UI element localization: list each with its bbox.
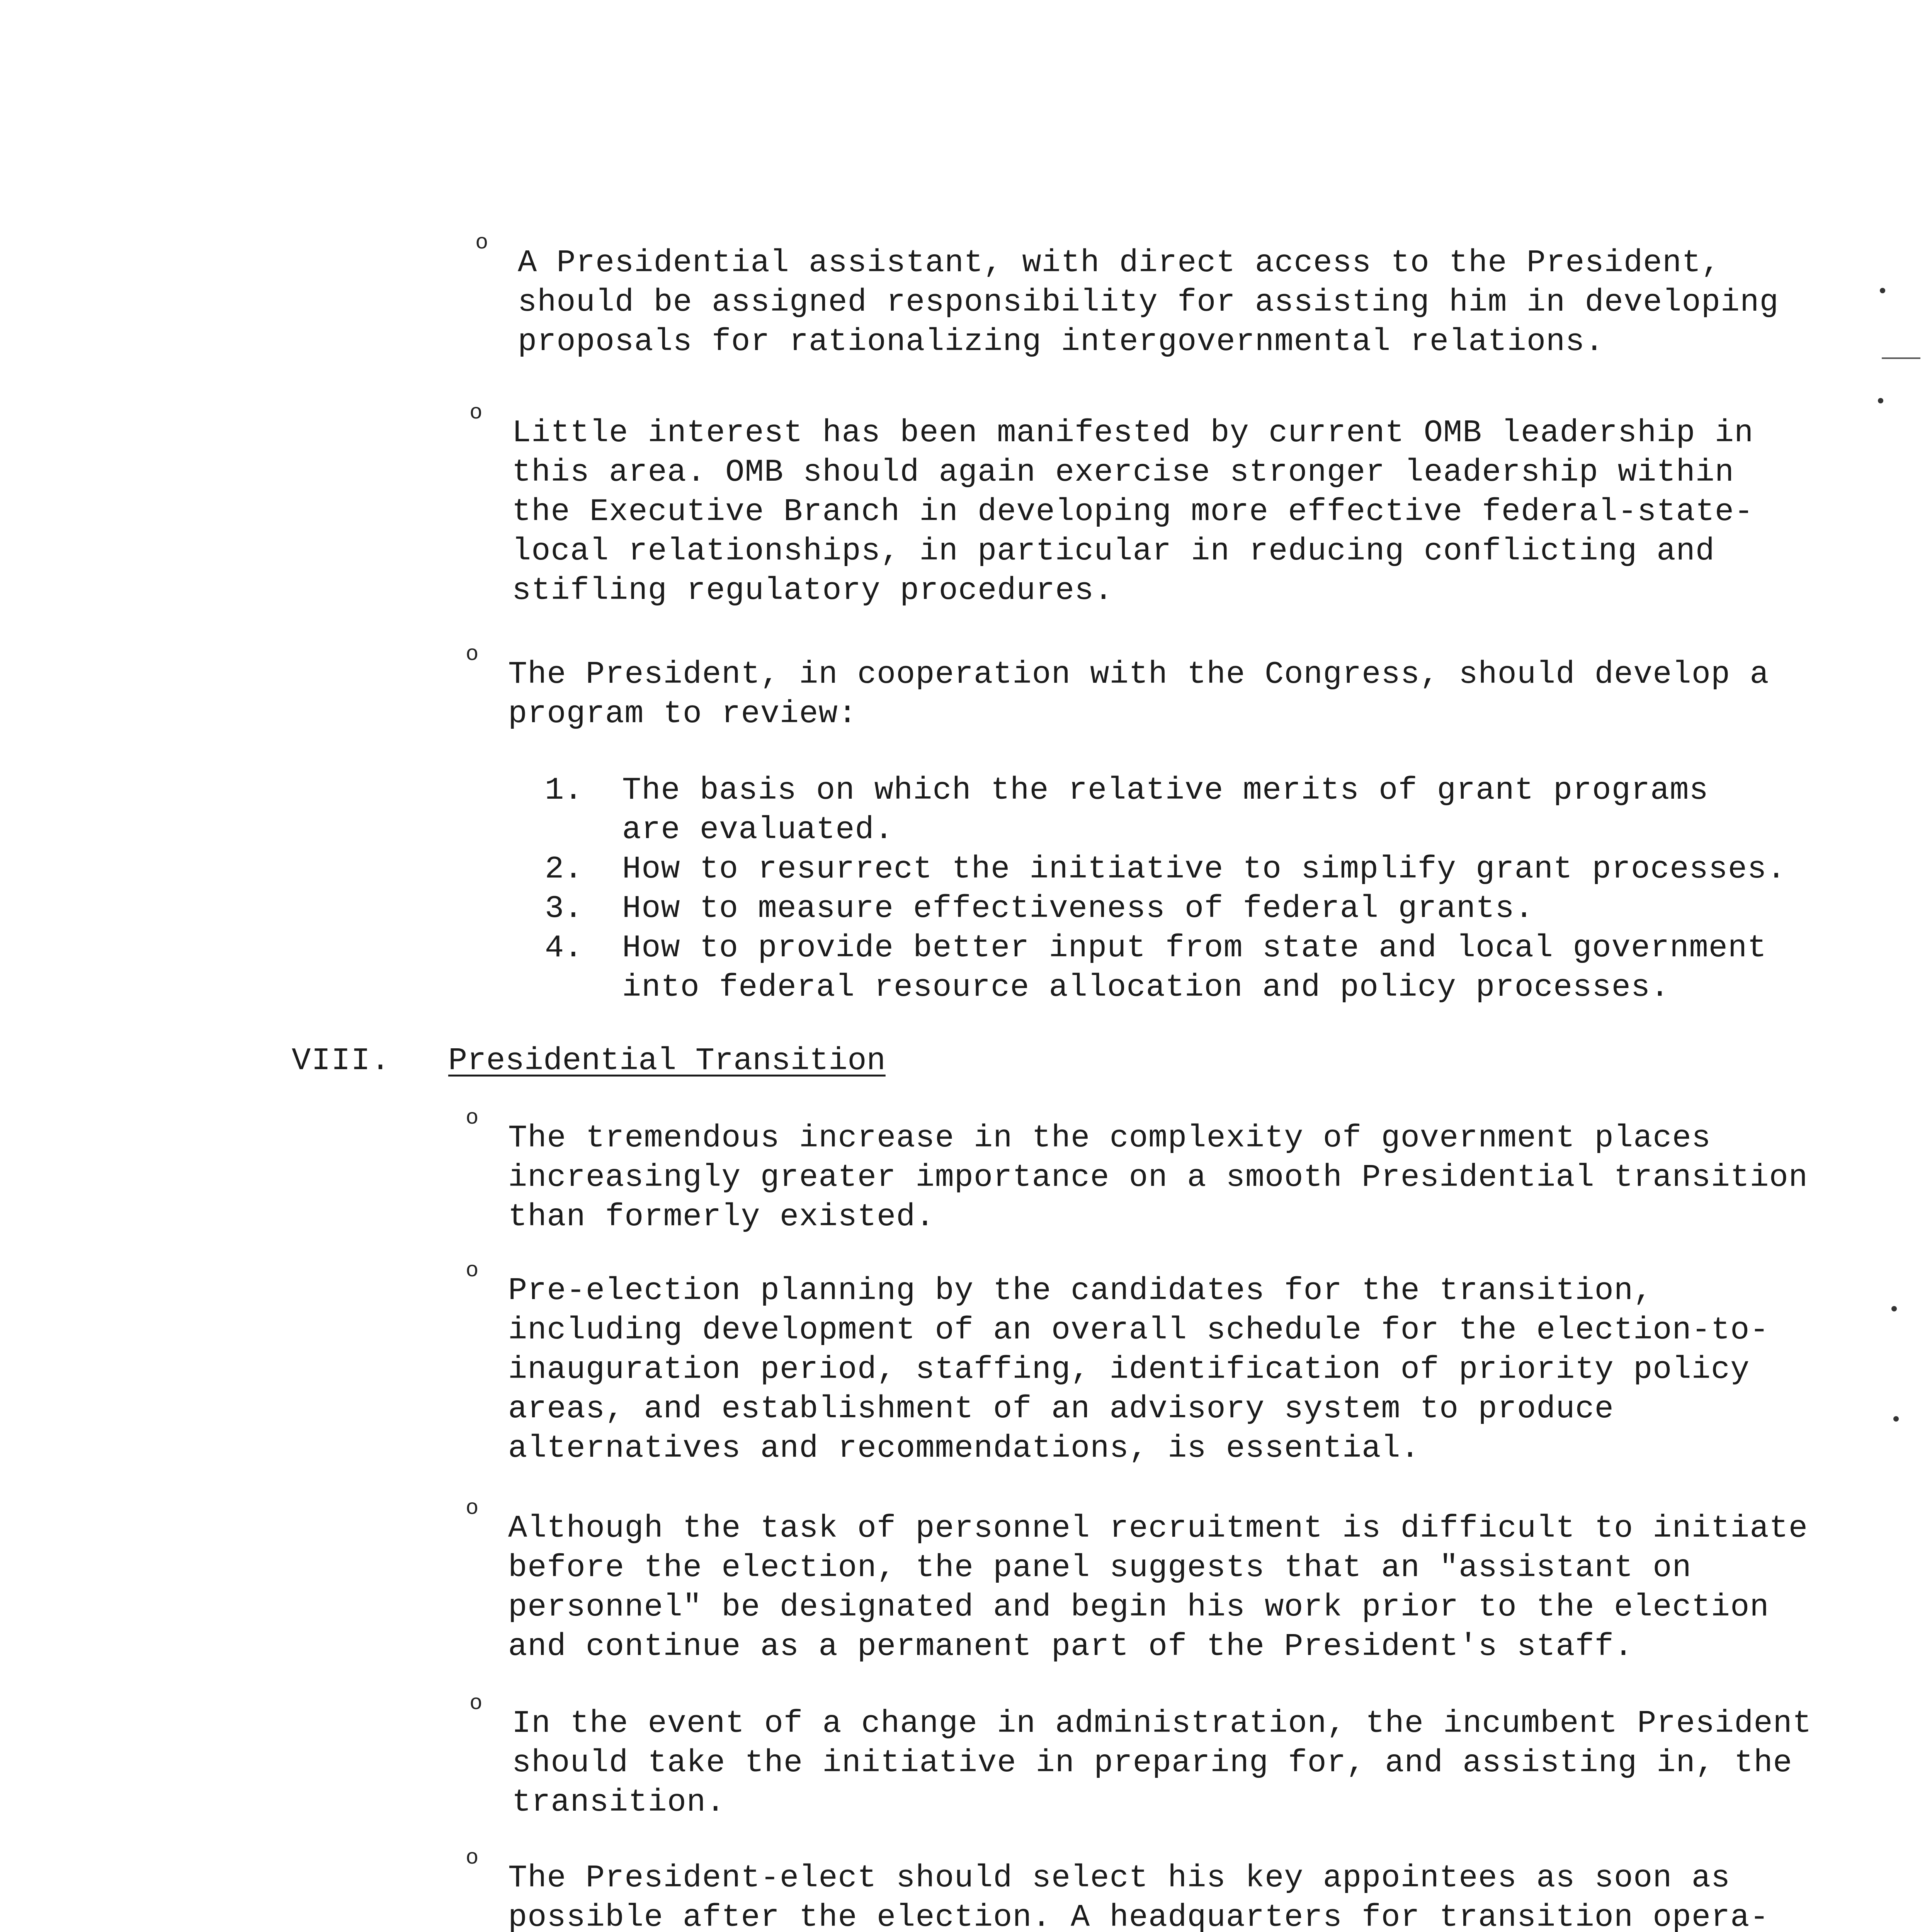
list-text: How to resurrect the initiative to simplify grant processes. [622,851,1786,887]
bullet-marker: o [466,1105,479,1130]
scan-speck [1893,1416,1899,1422]
bullet-text: Although the task of personnel recruitment is difficult to initiate before the election, the panel suggests that an "assistant on personnel" be designated and begin his work prior to the election and continue as a permanent part of the President's staff. [508,1510,1808,1665]
list-number: 4. [545,930,583,966]
list-item [545,771,1786,850]
bullet-item [475,230,1779,362]
bullet-item [466,1258,1769,1468]
bullet-text: The President-elect should select his key appointees as soon as possible after the election. A headquarters for transition opera- [508,1860,1769,1932]
scan-speck [1878,398,1883,403]
bullet-item [466,1105,1808,1237]
list-text: The basis on which the relative merits of grant programs are evaluated. [622,772,1709,848]
bullet-item [466,1845,1769,1932]
list-number: 1. [545,772,583,808]
list-number: 3. [545,891,583,927]
scan-speck [1891,1306,1897,1311]
scan-speck [1880,288,1885,293]
section-number: VIII. [292,1043,391,1079]
bullet-text: The tremendous increase in the complexity of government places increasingly greater importance on a smooth Presidential transition than formerly existed. [508,1120,1808,1235]
bullet-item [466,642,1769,734]
bullet-marker: o [469,1691,483,1716]
list-text: How to measure effectiveness of federal grants. [622,891,1534,927]
section-title: Presidential Transition [448,1043,886,1079]
list-item [545,929,1786,1007]
bullet-marker: o [466,1258,479,1283]
list-number: 2. [545,851,583,887]
bullet-marker: o [466,1496,479,1520]
list-item [545,850,1786,889]
bullet-marker: o [475,230,488,255]
bullet-item [469,1691,1812,1822]
bullet-marker: o [466,1845,479,1870]
bullet-marker: o [469,400,483,425]
bullet-text: A Presidential assistant, with direct access to the President, should be assigned responsibility for assisting him in developing proposals for rationalizing intergovernmental relations. [518,245,1779,360]
bullet-text: The President, in cooperation with the Congress, should develop a program to review: [508,656,1769,732]
bullet-text: Pre-election planning by the candidates for the transition, including development of an overall schedule for the election-to- inauguration period, staffing, identification of priority policy areas, and establishment of an advisory system to produce alternatives and recommendations, is essential. [508,1273,1769,1466]
bullet-text: Little interest has been manifested by current OMB leadership in this area. OMB should again exercise stronger leadership within the Executive Branch in developing more effective federal-state- local relationships, in particular in reducing conflicting and stifling regulatory procedures. [512,415,1754,609]
list-text: How to provide better input from state and local government into federal resource allocation and policy processes. [622,930,1767,1005]
bullet-marker: o [466,642,479,667]
review-list [545,771,1786,1007]
scan-mark [1882,357,1920,359]
bullet-item [469,400,1754,611]
bullet-item [466,1496,1808,1667]
list-item [545,889,1786,929]
bullet-text: In the event of a change in administration, the incumbent President should take the initiative in preparing for, and assisting in, the transition. [512,1706,1812,1820]
